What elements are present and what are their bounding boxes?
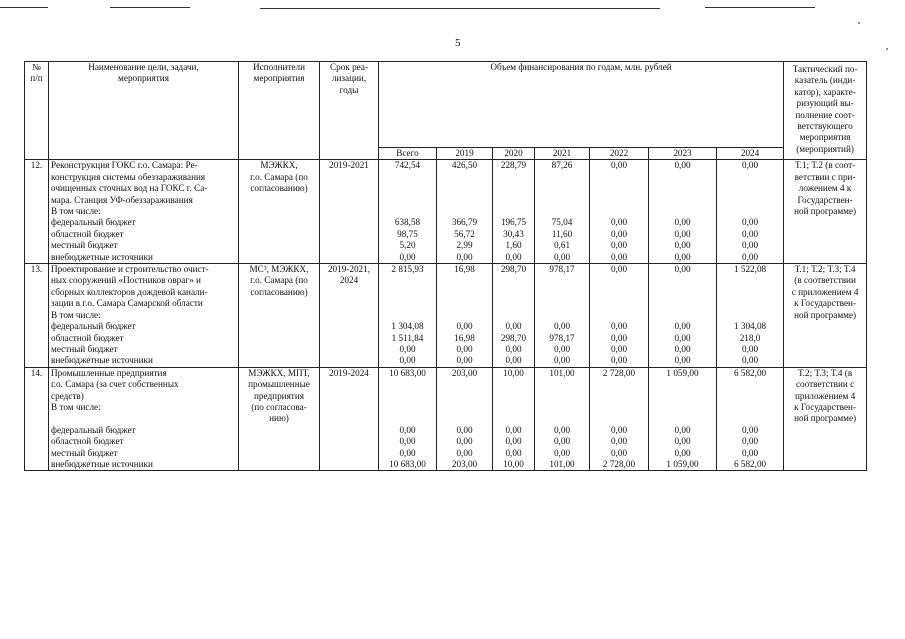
cell-2020: 10,00 — [493, 367, 535, 425]
cell-2024: 0,00 — [717, 160, 784, 218]
cell-2020: 0,00 — [493, 436, 535, 447]
cell-2021: 978,17 — [535, 264, 590, 322]
table-row-group — [25, 160, 867, 264]
header-executors: Исполнители мероприятия — [239, 62, 320, 160]
cell-2022: 0,00 — [590, 344, 649, 355]
cell-2024: 1 522,08 — [717, 264, 784, 322]
cell-2022: 0,00 — [590, 160, 649, 218]
cell-2021: 0,00 — [535, 436, 590, 447]
table-subrow — [25, 333, 867, 344]
header-year-2019: 2019 — [437, 148, 493, 160]
cell-2024: 0,00 — [717, 344, 784, 355]
cell-2021: 978,17 — [535, 333, 590, 344]
cell-2022: 2 728,00 — [590, 367, 649, 425]
cell-2022: 0,00 — [590, 436, 649, 447]
cell-2021: 101,00 — [535, 367, 590, 425]
source-label: федеральный бюджет — [49, 217, 239, 228]
cell-2021: 0,61 — [535, 240, 590, 251]
table-subrow — [25, 229, 867, 240]
cell-2023: 0,00 — [649, 217, 717, 228]
page-number: 5 — [455, 37, 461, 49]
cell-total: 10 683,00 — [379, 459, 437, 471]
header-year-2024: 2024 — [717, 148, 784, 160]
table-subrow — [25, 321, 867, 332]
scan-border-line — [260, 8, 660, 9]
table-subrow — [25, 355, 867, 367]
cell-total: 2 815,93 — [379, 264, 437, 322]
cell-2020: 228,79 — [493, 160, 535, 218]
cell-2020: 196,75 — [493, 217, 535, 228]
cell-2022: 0,00 — [590, 333, 649, 344]
cell-2021: 0,00 — [535, 355, 590, 367]
cell-2020: 10,00 — [493, 459, 535, 471]
cell-2023: 0,00 — [649, 425, 717, 436]
source-label: внебюджетные источники — [49, 355, 239, 367]
cell-2019: 2,99 — [437, 240, 493, 251]
cell-2019: 16,98 — [437, 264, 493, 322]
cell-2019: 426,50 — [437, 160, 493, 218]
cell-2019: 0,00 — [437, 321, 493, 332]
cell-2023: 0,00 — [649, 229, 717, 240]
scan-speck — [886, 48, 888, 50]
source-label: местный бюджет — [49, 240, 239, 251]
cell-2024: 0,00 — [717, 229, 784, 240]
row-executors: МЭЖКХ, МПТ, промышленные предприятия (по согласова- нию) — [239, 367, 320, 425]
cell-2024: 0,00 — [717, 436, 784, 447]
cell-2021: 0,00 — [535, 344, 590, 355]
cell-2020: 30,43 — [493, 229, 535, 240]
cell-2022: 0,00 — [590, 448, 649, 459]
cell-2019: 56,72 — [437, 229, 493, 240]
header-year-total: Всего — [379, 148, 437, 160]
table-subrow — [25, 240, 867, 251]
cell-2020: 0,00 — [493, 344, 535, 355]
cell-2024: 0,00 — [717, 252, 784, 264]
cell-2020: 0,00 — [493, 321, 535, 332]
cell-2024: 0,00 — [717, 448, 784, 459]
source-label: областной бюджет — [49, 436, 239, 447]
cell-total: 1 304,08 — [379, 321, 437, 332]
cell-2019: 0,00 — [437, 448, 493, 459]
cell-total: 0,00 — [379, 436, 437, 447]
header-year-2021: 2021 — [535, 148, 590, 160]
cell-2024: 0,00 — [717, 240, 784, 251]
cell-total: 1 511,84 — [379, 333, 437, 344]
header-num: № п/п — [25, 62, 49, 160]
table-subrow — [25, 252, 867, 264]
table-row-group — [25, 264, 867, 368]
row-title: Проектирование и строительство очист- ных сооружений «Постников овраг» и сборных коллекторов дождевой канали- зации в г.о. Самара Самарской области В том числе: — [49, 264, 239, 322]
header-year-2020: 2020 — [493, 148, 535, 160]
cell-2023: 0,00 — [649, 264, 717, 322]
scan-border-line — [110, 7, 190, 8]
row-indicator: Т.1; Т.2; Т.3; Т.4 (в соответствии с приложением 4 к Государствен- ной программе) — [784, 264, 867, 322]
source-label: местный бюджет — [49, 448, 239, 459]
cell-total: 0,00 — [379, 344, 437, 355]
table-row — [25, 160, 867, 218]
header-term: Срок реа- лизации, годы — [320, 62, 379, 160]
source-label: областной бюджет — [49, 333, 239, 344]
cell-2022: 0,00 — [590, 217, 649, 228]
cell-total: 98,75 — [379, 229, 437, 240]
cell-2019: 203,00 — [437, 459, 493, 471]
cell-2020: 298,70 — [493, 333, 535, 344]
cell-2022: 0,00 — [590, 240, 649, 251]
cell-2023: 0,00 — [649, 448, 717, 459]
table-subrow — [25, 344, 867, 355]
cell-2022: 0,00 — [590, 425, 649, 436]
table-row — [25, 264, 867, 322]
scan-border-line — [705, 7, 815, 8]
cell-2021: 0,00 — [535, 425, 590, 436]
source-label: федеральный бюджет — [49, 321, 239, 332]
cell-2023: 1 059,00 — [649, 459, 717, 471]
cell-2019: 16,98 — [437, 333, 493, 344]
cell-total: 638,58 — [379, 217, 437, 228]
row-title: Промышленные предприятия г.о. Самара (за счет собственных средств) В том числе: — [49, 367, 239, 425]
cell-2023: 1 059,00 — [649, 367, 717, 425]
source-label: областной бюджет — [49, 229, 239, 240]
row-indicator: Т.2; Т.3; Т.4 (в соответствии с приложением 4 к Государствен- ной программе) — [784, 367, 867, 425]
scan-speck — [858, 22, 860, 24]
cell-2022: 0,00 — [590, 355, 649, 367]
cell-total: 742,54 — [379, 160, 437, 218]
cell-2019: 203,00 — [437, 367, 493, 425]
header-indicator: Тактический по- казатель (инди- катор), характе- ризующий вы- полнение соот- ветствующего мероприятия (мероприятий) — [784, 62, 867, 160]
row-term: 2019-2021, 2024 — [320, 264, 379, 322]
cell-2022: 0,00 — [590, 229, 649, 240]
row-term: 2019-2021 — [320, 160, 379, 218]
row-executors: МС³, МЭЖКХ, г.о. Самара (по согласованию) — [239, 264, 320, 322]
row-number: 14. — [25, 367, 49, 425]
header-year-2022: 2022 — [590, 148, 649, 160]
cell-2023: 0,00 — [649, 240, 717, 251]
source-label: внебюджетные источники — [49, 459, 239, 471]
table-subrow — [25, 425, 867, 436]
cell-2024: 0,00 — [717, 217, 784, 228]
source-label: федеральный бюджет — [49, 425, 239, 436]
row-number: 13. — [25, 264, 49, 322]
row-number: 12. — [25, 160, 49, 218]
scan-border-line — [0, 7, 48, 8]
header-year-2023: 2023 — [649, 148, 717, 160]
cell-2022: 0,00 — [590, 321, 649, 332]
cell-2023: 0,00 — [649, 252, 717, 264]
cell-2019: 0,00 — [437, 425, 493, 436]
cell-2024: 6 582,00 — [717, 459, 784, 471]
cell-2020: 0,00 — [493, 252, 535, 264]
table-subrow — [25, 459, 867, 471]
cell-2021: 11,60 — [535, 229, 590, 240]
cell-2020: 298,70 — [493, 264, 535, 322]
cell-2024: 6 582,00 — [717, 367, 784, 425]
cell-2021: 87,26 — [535, 160, 590, 218]
cell-2023: 0,00 — [649, 333, 717, 344]
cell-2019: 0,00 — [437, 252, 493, 264]
cell-2020: 1,60 — [493, 240, 535, 251]
cell-2020: 0,00 — [493, 425, 535, 436]
cell-2024: 0,00 — [717, 425, 784, 436]
cell-2019: 366,79 — [437, 217, 493, 228]
financing-table — [24, 61, 867, 471]
cell-2023: 0,00 — [649, 344, 717, 355]
cell-2024: 0,00 — [717, 355, 784, 367]
cell-2024: 1 304,08 — [717, 321, 784, 332]
cell-2023: 0,00 — [649, 355, 717, 367]
cell-2021: 0,00 — [535, 448, 590, 459]
cell-total: 10 683,00 — [379, 367, 437, 425]
cell-2019: 0,00 — [437, 436, 493, 447]
row-title: Реконструкция ГОКС г.о. Самара: Ре- конструкция системы обеззараживания очищенных сточных вод на ГОКС г. Са- мара. Станция УФ-обеззараживания В том числе: — [49, 160, 239, 218]
cell-2022: 0,00 — [590, 264, 649, 322]
cell-2021: 75,04 — [535, 217, 590, 228]
table-subrow — [25, 448, 867, 459]
cell-total: 0,00 — [379, 355, 437, 367]
cell-2019: 0,00 — [437, 355, 493, 367]
table-row-group — [25, 367, 867, 471]
cell-total: 0,00 — [379, 425, 437, 436]
cell-2021: 0,00 — [535, 321, 590, 332]
cell-2021: 101,00 — [535, 459, 590, 471]
header-name: Наименование цели, задачи, мероприятия — [49, 62, 239, 160]
table-subrow — [25, 436, 867, 447]
row-executors: МЭЖКХ, г.о. Самара (по согласованию) — [239, 160, 320, 218]
cell-2023: 0,00 — [649, 321, 717, 332]
row-term: 2019-2024 — [320, 367, 379, 425]
cell-2023: 0,00 — [649, 160, 717, 218]
cell-2020: 0,00 — [493, 448, 535, 459]
cell-total: 0,00 — [379, 448, 437, 459]
header-financing: Объем финансирования по годам, млн. рублей — [379, 62, 784, 148]
source-label: внебюджетные источники — [49, 252, 239, 264]
table-row — [25, 367, 867, 425]
table-subrow — [25, 217, 867, 228]
cell-total: 5,20 — [379, 240, 437, 251]
cell-2019: 0,00 — [437, 344, 493, 355]
cell-2022: 2 728,00 — [590, 459, 649, 471]
cell-2023: 0,00 — [649, 436, 717, 447]
cell-2020: 0,00 — [493, 355, 535, 367]
row-indicator: Т.1; Т.2 (в соот- ветствии с при- ложением 4 к Государствен- ной программе) — [784, 160, 867, 218]
source-label: местный бюджет — [49, 344, 239, 355]
cell-2021: 0,00 — [535, 252, 590, 264]
cell-2024: 218,0 — [717, 333, 784, 344]
cell-total: 0,00 — [379, 252, 437, 264]
cell-2022: 0,00 — [590, 252, 649, 264]
